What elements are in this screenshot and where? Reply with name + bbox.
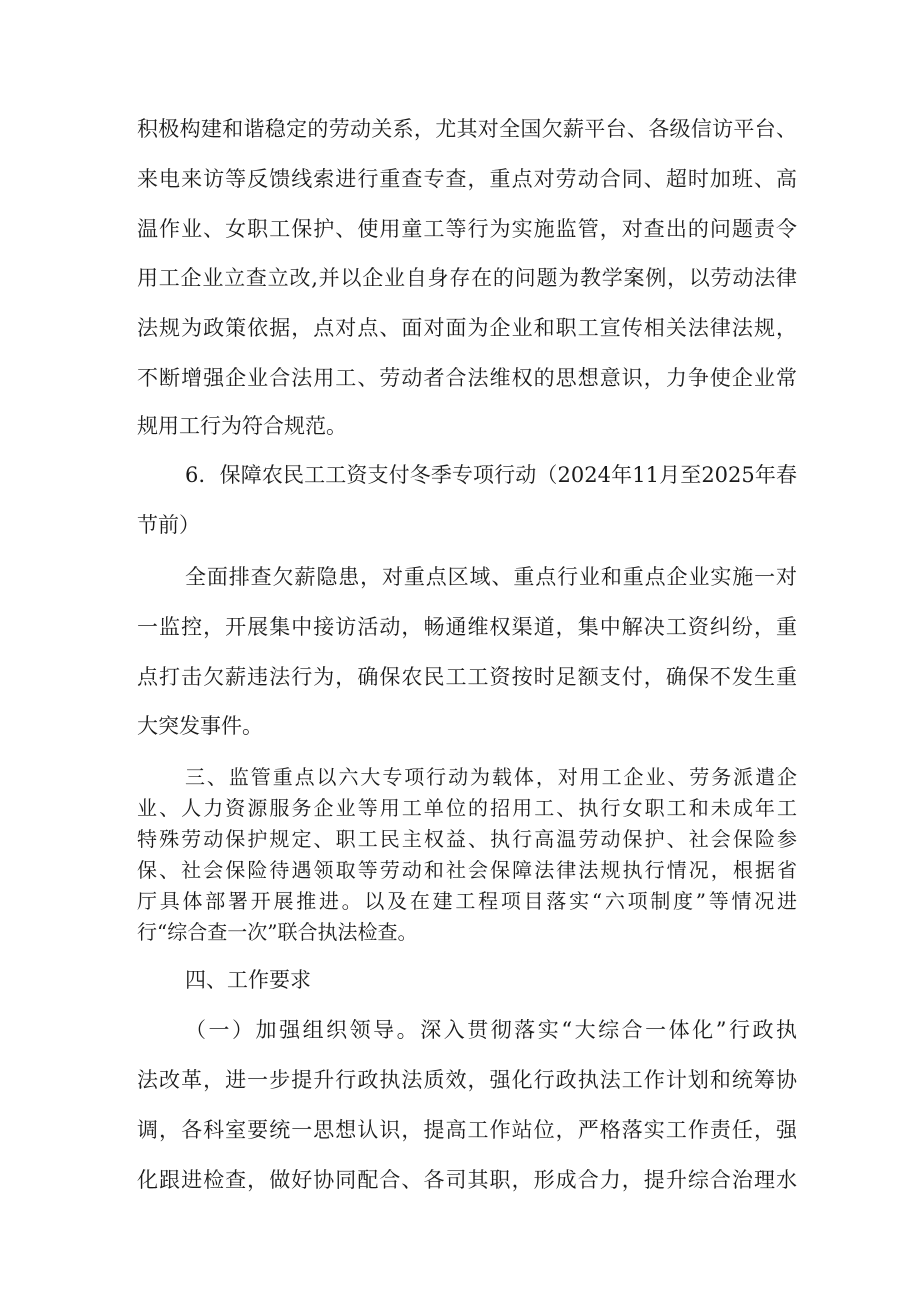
paragraph-line: 全面排查欠薪隐患，对重点区域、重点行业和重点企业实施一对	[185, 565, 797, 589]
paragraph-line: 调，各科室要统一思想认识，提高工作站位，严格落实工作责任，强	[137, 1118, 797, 1142]
section-3-line: 厅具体部署开展推进。以及在建工程项目落实“六项制度”等情况进	[137, 889, 797, 913]
paragraph-line: 不断增强企业合法用工、劳动者合法维权的思想意识，力争使企业常	[137, 366, 797, 390]
item-6-heading: 节前）	[137, 513, 200, 537]
section-4-heading: 四、工作要求	[185, 968, 311, 992]
paragraph-line: 来电来访等反馈线索进行重查专查，重点对劳动合同、超时加班、高	[137, 167, 797, 191]
section-3-line: 业、人力资源服务企业等用工单位的招用工、执行女职工和未成年工	[137, 796, 797, 820]
paragraph-line: （一）加强组织领导。深入贯彻落实“大综合一体化”行政执	[185, 1018, 797, 1042]
paragraph-line: 一监控，开展集中接访活动，畅通维权渠道，集中解决工资纠纷，重	[137, 615, 797, 639]
paragraph-line: 法规为政策依据，点对点、面对面为企业和职工宣传相关法律法规，	[137, 316, 797, 340]
paragraph-line: 规用工行为符合规范。	[137, 414, 347, 438]
paragraph-line: 点打击欠薪违法行为，确保农民工工资按时足额支付，确保不发生重	[137, 665, 797, 689]
paragraph-line: 温作业、女职工保护、使用童工等行为实施监管，对查出的问题责令	[137, 217, 797, 241]
section-3-line: 保、社会保险待遇领取等劳动和社会保障法律法规执行情况，根据省	[137, 858, 797, 882]
paragraph-line: 化跟进检查，做好协同配合、各司其职，形成合力，提升综合治理水	[137, 1168, 797, 1192]
item-6-heading: 6．保障农民工工资支付冬季专项行动（2024年11月至2025年春	[185, 463, 797, 487]
section-3-line: 行“综合查一次”联合执法检查。	[137, 920, 418, 944]
paragraph-line: 大突发事件。	[137, 714, 263, 738]
paragraph-line: 积极构建和谐稳定的劳动关系，尤其对全国欠薪平台、各级信访平台、	[137, 117, 797, 141]
paragraph-line: 用工企业立查立改,并以企业自身存在的问题为教学案例，以劳动法律	[137, 266, 797, 290]
section-3-line: 特殊劳动保护规定、职工民主权益、执行高温劳动保护、社会保险参	[137, 827, 797, 851]
section-3-line: 三、监管重点以六大专项行动为载体，对用工企业、劳务派遣企	[185, 765, 797, 789]
paragraph-line: 法改革，进一步提升行政执法质效，强化行政执法工作计划和统筹协	[137, 1068, 797, 1092]
